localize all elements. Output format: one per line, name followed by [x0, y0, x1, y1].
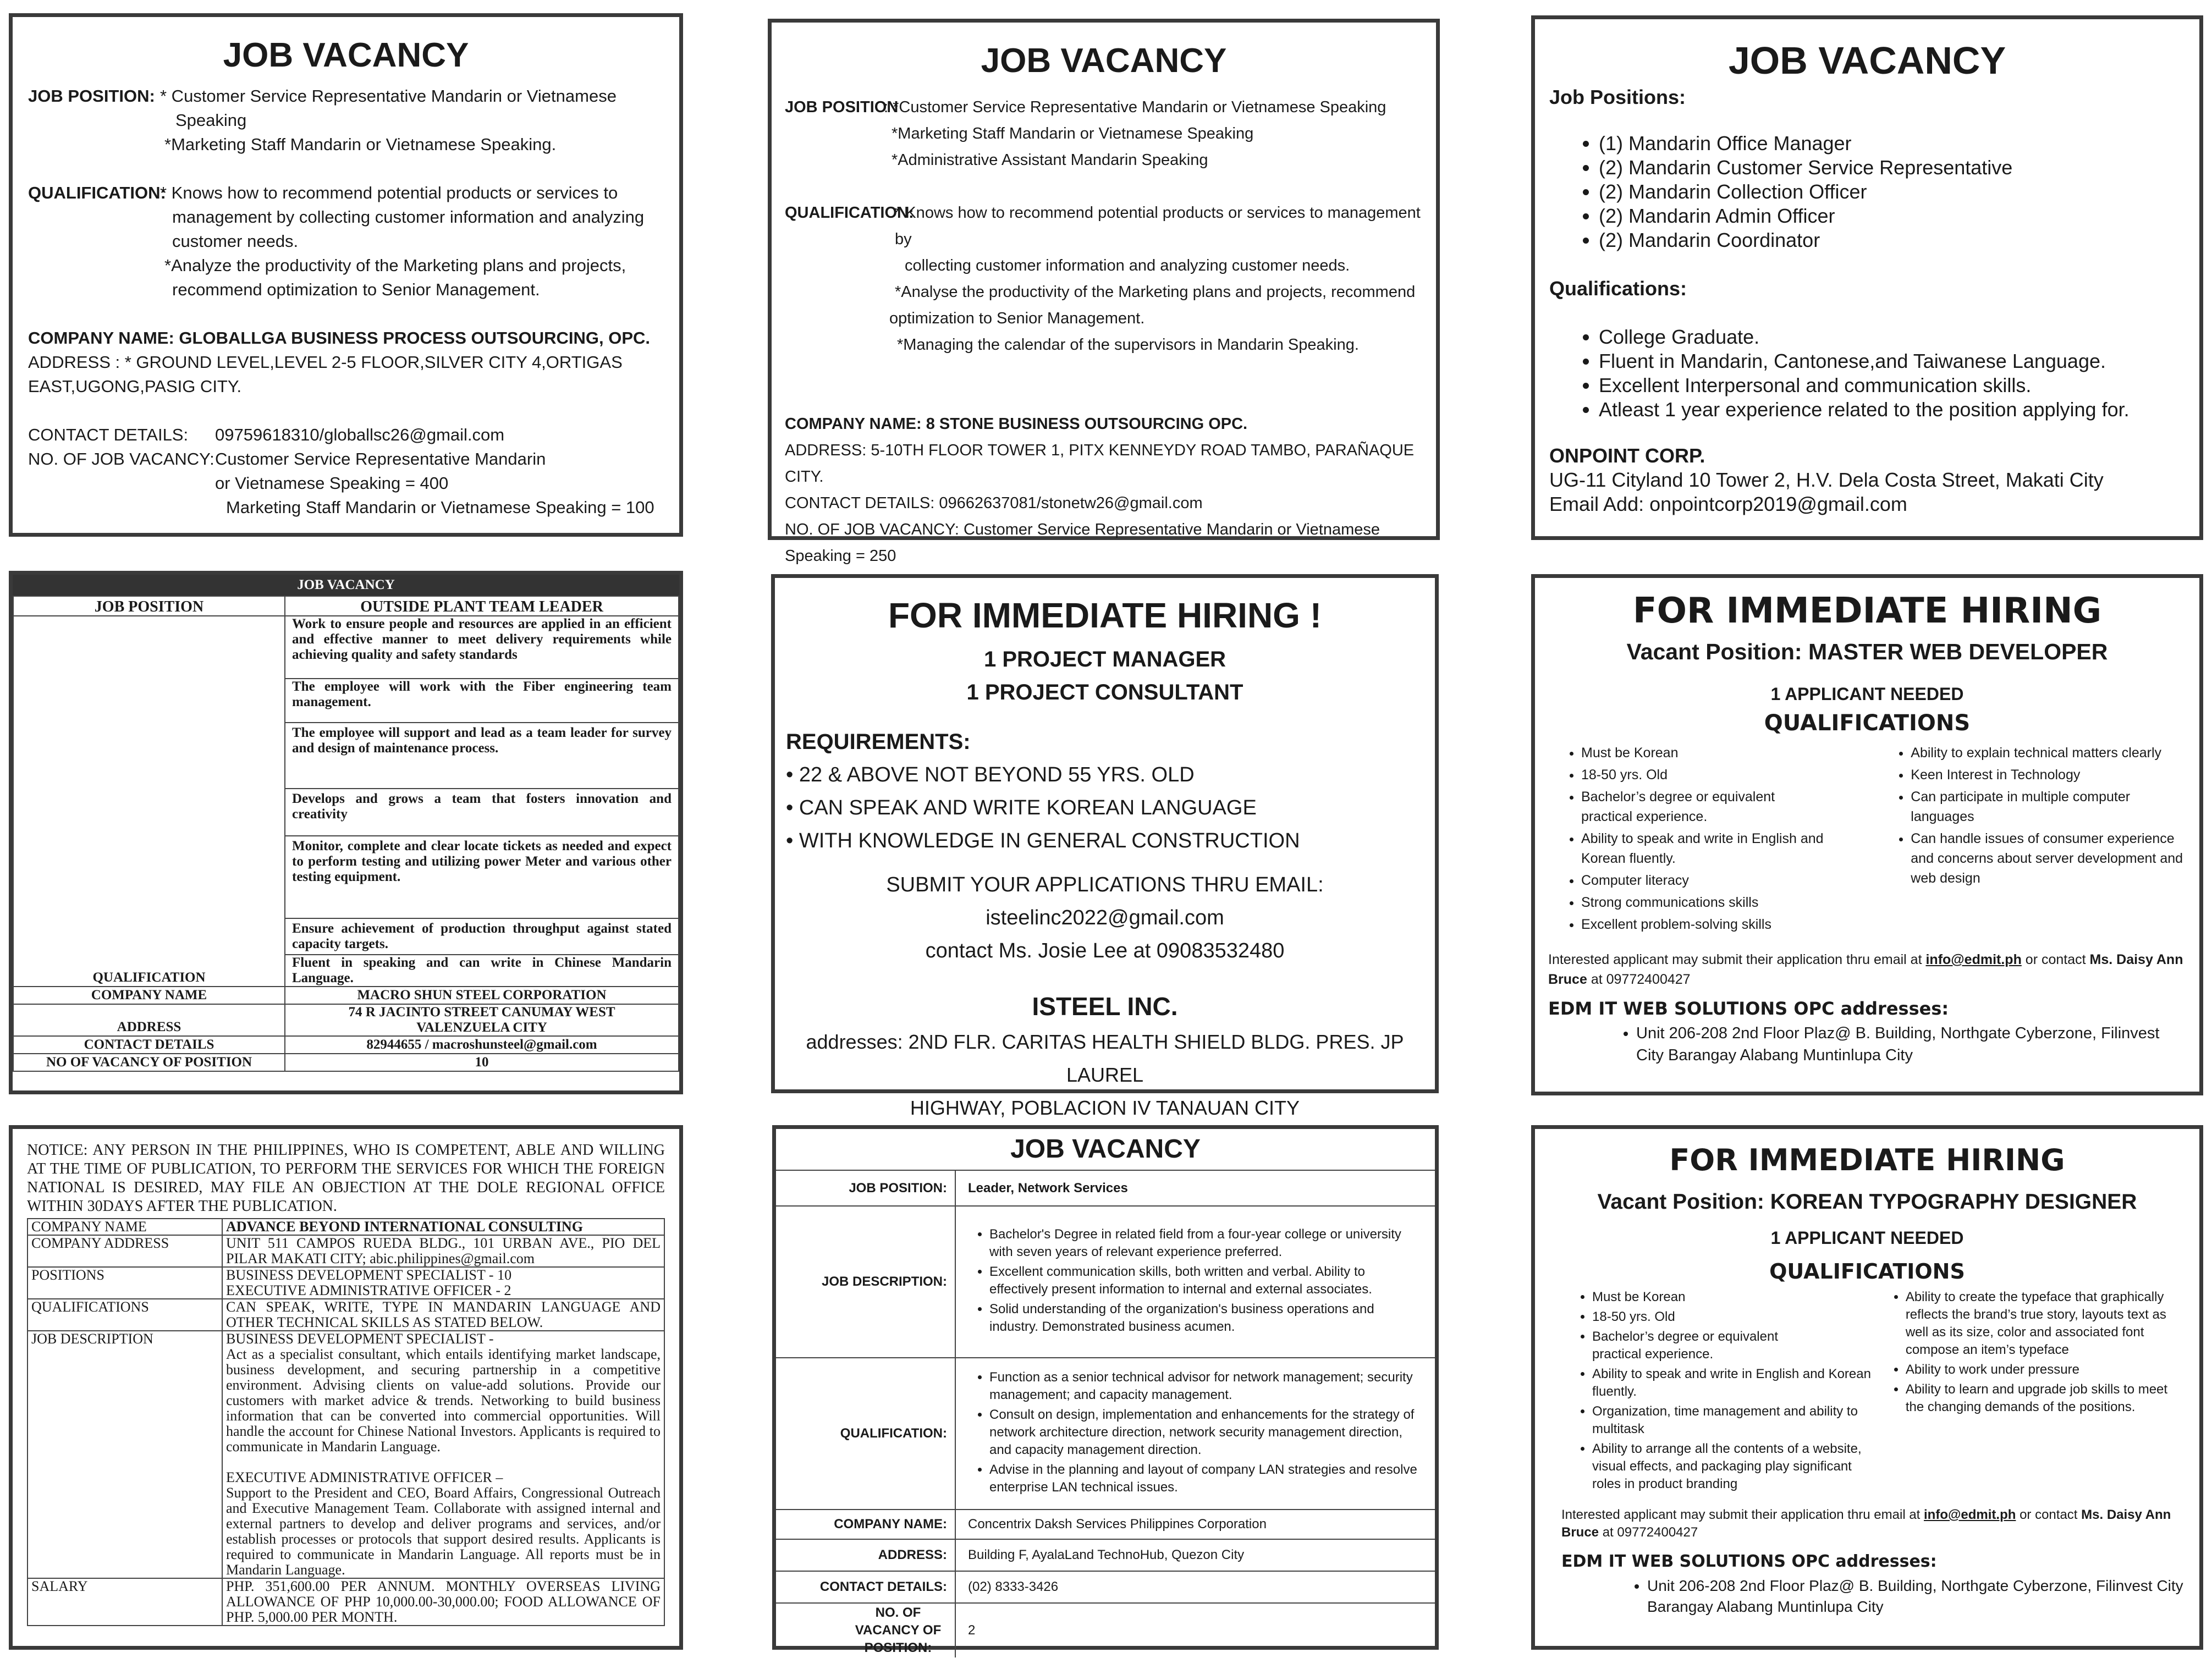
ad-title-bar — [13, 575, 679, 596]
contact-label: CONTACT DETAILS: — [28, 425, 189, 444]
company-address-cont: EAST,UGONG,PASIG CITY. — [28, 377, 242, 396]
address-list — [1548, 1576, 2186, 1617]
position-1: 1 PROJECT MANAGER — [983, 647, 1226, 671]
vacancy-value: 10 — [285, 1054, 679, 1071]
qualification-item: Monitor, complete and clear locate tickets as needed and expect to perform testing and utilizing power Meter and various other testing equipment. — [285, 836, 679, 918]
qualification-item: • Can participate in multiple computer languages — [1911, 787, 2186, 827]
ad-title: JOB VACANCY — [297, 577, 395, 592]
apply-text: Interested applicant may submit their application thru email at — [1561, 1507, 1921, 1522]
apply-email-link[interactable]: info@edmit.ph — [1924, 1507, 2016, 1522]
qualification-item: • Bachelor’s degree or equivalent practical experience. — [1581, 787, 1878, 827]
description-item: • Excellent communication skills, both written and verbal. Ability to effectively present information to internal and external associates. — [989, 1263, 1423, 1298]
contact-details: CONTACT DETAILS: 09662637081/stonetw26@gmail.com — [785, 494, 1203, 512]
requirement-item: • 22 & ABOVE NOT BEYOND 55 YRS. OLD — [786, 763, 1195, 786]
ad-isteel — [771, 574, 1439, 1119]
qualifications-list — [1549, 325, 2185, 422]
company-address: ADDRESS: 5-10TH FLOOR TOWER 1, PITX KENNEYDY ROAD TAMBO, PARAÑAQUE CITY. — [785, 442, 1415, 486]
qualification-line: *Managing the calendar of the supervisors in Mandarin Speaking. — [897, 336, 1359, 354]
qualification-line: *Analyze the productivity of the Marketing plans and projects, — [164, 256, 626, 275]
vacancy-label: NO OF VACANCY OF POSITION — [13, 1054, 285, 1071]
qualification-line: management by collecting customer information and analyzing — [172, 207, 645, 227]
ad-macro-shun — [9, 571, 683, 1094]
vacancy-label: NO. OF VACANCY OF POSITION: — [776, 1603, 955, 1657]
address-list — [1548, 1022, 2186, 1066]
qualification-item: • Function as a senior technical advisor for network management; security management; and capacity management. — [989, 1369, 1423, 1404]
row-value: CAN SPEAK, WRITE, TYPE IN MANDARIN LANGUAGE AND OTHER TECHNICAL SKILLS AS STATED BELOW. — [222, 1299, 664, 1331]
qualifications-left — [1548, 1288, 1884, 1495]
qualification-item: • Must be Korean — [1581, 743, 1878, 763]
qualification-item: Work to ensure people and resources are applied in an efficient and effective manner to meet delivery requirements while achieving quality and safety standards — [285, 616, 679, 679]
company-address-cont: HIGHWAY, POBLACION IV TANAUAN CITY — [910, 1097, 1300, 1119]
qualification-item: • Strong communications skills — [1581, 893, 1878, 912]
qualification-item: • Advise in the planning and layout of company LAN strategies and resolve enterprise LAN technical issues. — [989, 1461, 1423, 1496]
company-name: COMPANY NAME: GLOBALLGA BUSINESS PROCESS OUTSOURCING, OPC. — [28, 328, 651, 348]
position-2: 1 PROJECT CONSULTANT — [966, 680, 1243, 704]
address-label: ADDRESS — [13, 1004, 285, 1036]
description-item: • Bachelor's Degree in related field from a four-year college or university with seven years of relevant experience preferred. — [989, 1226, 1423, 1261]
job-description-list — [956, 1226, 1434, 1336]
row-value: BUSINESS DEVELOPMENT SPECIALIST - Act as a specialist consultant, which entails identifying market landscape, business development, and securing partnership in a competitive environment. Advising clients on value-add solutions. Provide our customers with market advice & trends. Networking to build business information that can be converted into commercial opportunities. Will handle the account for Chinese National Investors. Applicants is required to communicate in Mandarin Language. EXECUTIVE ADMINISTRATIVE OFFICER – Support to the President and CEO, Board Affairs, Congressional Outreach and Executive Management Team. Collaborate with assigned internal and external partners to develop and deliver programs and services, and/or establish processes or protocols that support desired results. Applicants is required to communicate in Mandarin Language. All reports must be in Mandarin Language. — [222, 1331, 664, 1578]
company-address: UG-11 Cityland 10 Tower 2, H.V. Dela Costa Street, Makati City — [1549, 469, 2104, 491]
qualification-item: • Ability to speak and write in English and Korean fluently. — [1592, 1365, 1884, 1401]
apply-text: Interested applicant may submit their application thru email at — [1548, 952, 1922, 967]
qualification-item: • Ability to speak and write in English and Korean fluently. — [1581, 829, 1878, 868]
row-label: POSITIONS — [27, 1267, 222, 1299]
vacant-position: Vacant Position: KOREAN TYPOGRAPHY DESIGNER — [1597, 1190, 2137, 1214]
vacancy-line: Marketing Staff Mandarin or Vietnamese Speaking = 100 — [226, 498, 654, 517]
company-address: addresses: 2ND FLR. CARITAS HEALTH SHIELD BLDG. PRES. JP LAUREL — [806, 1031, 1404, 1086]
contact-value: (02) 8333-3426 — [955, 1571, 1435, 1603]
vacancy-value: 2 — [955, 1603, 1435, 1657]
position-item: • (2) Mandarin Coordinator — [1599, 228, 2185, 252]
address-item: • Unit 206-208 2nd Floor Plaz@ B. Building, Northgate Cyberzone, Filinvest City Barangay Alabang Muntinlupa City — [1636, 1022, 2186, 1066]
contact-value: 82944655 / macroshunsteel@gmail.com — [285, 1036, 679, 1054]
requirement-text: WITH KNOWLEDGE IN GENERAL CONSTRUCTION — [799, 829, 1300, 852]
qualifications-left — [1548, 743, 1878, 937]
job-position-value: Leader, Network Services — [955, 1171, 1435, 1206]
qualification-item: Develops and grows a team that fosters innovation and creativity — [285, 789, 679, 836]
contact-line: contact Ms. Josie Lee at 09083532480 — [925, 939, 1285, 962]
submit-line: SUBMIT YOUR APPLICATIONS THRU EMAIL: isteelinc2022@gmail.com — [886, 873, 1324, 929]
row-label: SALARY — [27, 1578, 222, 1626]
qualification-item: • Can handle issues of consumer experience and concerns about server development and web design — [1911, 829, 2186, 888]
vacancy-list — [215, 447, 546, 495]
ad-title: JOB VACANCY — [776, 1129, 1435, 1171]
contact-name: Ms. Daisy Ann Bruce — [1561, 1507, 2171, 1540]
qualification-value — [955, 1358, 1435, 1510]
qualification-list — [160, 181, 644, 302]
qualification-item: • Ability to explain technical matters clearly — [1911, 743, 2186, 763]
qualification-item: • Must be Korean — [1592, 1288, 1884, 1306]
job-description-value — [955, 1206, 1435, 1358]
qualification-line: * Knows how to recommend potential products or services to — [160, 183, 618, 202]
company-name: COMPANY NAME: 8 STONE BUSINESS OUTSOURCING OPC. — [785, 415, 1248, 433]
contact-value: 09759618310/globallsc26@gmail.com — [215, 425, 505, 444]
qualification-item: Fluent in speaking and can write in Chinese Mandarin Language. — [285, 955, 679, 987]
ad-onpoint — [1531, 15, 2203, 540]
job-position-section — [28, 84, 664, 157]
qualification-item: • Consult on design, implementation and enhancements for the strategy of network architecture direction, network security management direction, and capacity management direction. — [989, 1406, 1423, 1459]
requirements-list — [786, 758, 1424, 857]
job-table — [776, 1171, 1435, 1657]
qualifications-label: Qualifications: — [1549, 277, 1687, 300]
company-value: MACRO SHUN STEEL CORPORATION — [285, 987, 679, 1004]
vacancy-line: NO. OF JOB VACANCY: Customer Service Representative Mandarin or Vietnamese Speaking = 250 — [785, 521, 1380, 565]
ad-title: FOR IMMEDIATE HIRING — [1669, 1143, 2065, 1177]
qualification-line: * Knows how to recommend potential products or services to management by — [895, 204, 1421, 248]
vacancy-label: NO. OF JOB VACANCY: — [28, 449, 214, 469]
qualification-item: • Ability to create the typeface that graphically reflects the brand’s true story, layouts text as well as its size, color and associated font compose an item’s typeface — [1906, 1288, 2186, 1359]
job-table — [13, 596, 679, 1072]
address-item: • Unit 206-208 2nd Floor Plaz@ B. Building, Northgate Cyberzone, Filinvest City Barangay Alabang Muntinlupa City — [1647, 1576, 2186, 1617]
position-item: • (2) Mandarin Customer Service Representative — [1599, 156, 2185, 180]
qualification-line: customer needs. — [172, 232, 299, 251]
qualification-section — [785, 200, 1423, 305]
job-positions-list — [1549, 131, 2185, 252]
qualification-item: • Ability to work under pressure — [1906, 1361, 2186, 1379]
ad-concentrix — [772, 1125, 1439, 1655]
position-item: • (2) Mandarin Collection Officer — [1599, 180, 2185, 204]
qualification-item: The employee will support and lead as a team leader for survey and design of maintenance process. — [285, 723, 679, 789]
job-position-label: JOB POSITION — [13, 596, 285, 616]
row-value: BUSINESS DEVELOPMENT SPECIALIST - 10 EXECUTIVE ADMINISTRATIVE OFFICER - 2 — [222, 1267, 664, 1299]
company-label: COMPANY NAME: — [776, 1510, 955, 1539]
qualification-item: • Ability to learn and upgrade job skills to meet the changing demands of the positions. — [1906, 1381, 2186, 1416]
contact-label: CONTACT DETAILS — [13, 1036, 285, 1054]
vacancy-line: Customer Service Representative Mandarin — [215, 449, 546, 469]
qualification-section — [28, 181, 664, 302]
apply-text: at 09772400427 — [1591, 972, 1691, 987]
qualification-list — [956, 1369, 1434, 1496]
job-positions-label: Job Positions: — [1549, 86, 1686, 108]
company-name: EDM IT WEB SOLUTIONS OPC addresses: — [1548, 998, 1949, 1019]
row-label: COMPANY NAME — [27, 1219, 222, 1235]
qualification-item: • Ability to arrange all the contents of a website, visual effects, and packaging play significant roles in product branding — [1592, 1440, 1884, 1493]
qualification-item: • Fluent in Mandarin, Cantonese,and Taiwanese Language. — [1599, 349, 2185, 373]
job-position-section — [785, 94, 1423, 173]
address-value: 74 R JACINTO STREET CANUMAY WEST VALENZUELA CITY — [285, 1004, 679, 1036]
requirement-text: CAN SPEAK AND WRITE KOREAN LANGUAGE — [799, 796, 1257, 819]
ad-title: FOR IMMEDIATE HIRING ! — [888, 596, 1322, 635]
application-note — [1548, 1506, 2186, 1541]
qualifications-right — [1878, 743, 2186, 937]
qualification-item: • Computer literacy — [1581, 871, 1878, 890]
position-line: *Marketing Staff Mandarin or Vietnamese Speaking — [892, 125, 1254, 142]
ad-title: JOB VACANCY — [223, 36, 469, 74]
qualification-item: The employee will work with the Fiber engineering team management. — [285, 679, 679, 723]
qualification-item: • Excellent problem-solving skills — [1581, 915, 1878, 934]
job-position-label: JOB POSITION — [785, 98, 899, 116]
description-item: • Solid understanding of the organization's business operations and industry. Demonstrated business acumen. — [989, 1301, 1423, 1336]
applicants-needed: 1 APPLICANT NEEDED — [1770, 1228, 1964, 1248]
qualifications-label: QUALIFICATIONS — [1769, 1259, 1965, 1284]
contact-label: CONTACT DETAILS: — [776, 1571, 955, 1603]
job-position-list — [160, 84, 617, 157]
company-name: ONPOINT CORP. — [1549, 444, 1705, 467]
qualifications-label: QUALIFICATIONS — [1764, 710, 1971, 736]
qualification-item: • 18-50 yrs. Old — [1592, 1308, 1884, 1326]
ad-edm-web-developer — [1531, 574, 2203, 1095]
details-table — [27, 1218, 665, 1626]
position-line: *Marketing Staff Mandarin or Vietnamese Speaking. — [164, 135, 557, 154]
vacancy-line: or Vietnamese Speaking = 400 — [215, 473, 449, 493]
company-value: Concentrix Daksh Services Philippines Corporation — [955, 1510, 1435, 1539]
job-position-label: JOB POSITION: — [776, 1171, 955, 1206]
position-line: * Customer Service Representative Mandarin or Vietnamese — [160, 86, 617, 106]
row-label: JOB DESCRIPTION — [27, 1331, 222, 1578]
row-value: UNIT 511 CAMPOS RUEDA BLDG., 101 URBAN AVE., PIO DEL PILAR MAKATI CITY; abic.philippines@gmail.com — [222, 1235, 664, 1267]
qualification-item: • Bachelor’s degree or equivalent practical experience. — [1592, 1328, 1884, 1363]
qualification-item: Ensure achievement of production throughput against stated capacity targets. — [285, 918, 679, 955]
requirement-text: 22 & ABOVE NOT BEYOND 55 YRS. OLD — [799, 763, 1195, 786]
ad-title: JOB VACANCY — [1728, 39, 2006, 82]
job-description-label: JOB DESCRIPTION: — [776, 1206, 955, 1358]
apply-text: or contact — [2025, 952, 2086, 967]
qualification-item: • College Graduate. — [1599, 325, 2185, 349]
qualification-list — [895, 200, 1423, 305]
qualification-item: • Atleast 1 year experience related to the position applying for. — [1599, 398, 2185, 422]
qualification-label: QUALIFICATION: — [28, 183, 166, 202]
position-line: *Administrative Assistant Mandarin Speaking — [892, 151, 1208, 169]
qualifications-columns — [1548, 1288, 2186, 1495]
row-value: PHP. 351,600.00 PER ANNUM. MONTHLY OVERSEAS LIVING ALLOWANCE OF PHP 10,000.00-30,000.00; FOOD ALLOWANCE OF PHP. 5,000.00 PER MONTH. — [222, 1578, 664, 1626]
notice-text: NOTICE: ANY PERSON IN THE PHILIPPINES, WHO IS COMPETENT, ABLE AND WILLING AT THE TIME OF PUBLICATION, TO PERFORM THE SERVICES FOR WHICH THE FOREIGN NATIONAL IS DESIRED, MAY FILE AN OBJECTION AT THE DOLE REGIONAL OFFICE WITHIN 30DAYS AFTER THE PUBLICATION. — [27, 1142, 665, 1215]
position-item: • (2) Mandarin Admin Officer — [1599, 204, 2185, 228]
qualification-item: • Keen Interest in Technology — [1911, 765, 2186, 785]
qualification-item: • Organization, time management and ability to multitask — [1592, 1403, 1884, 1438]
company-name: ISTEEL INC. — [1032, 992, 1178, 1021]
ad-edm-typography — [1531, 1125, 2203, 1650]
apply-email-link[interactable]: info@edmit.ph — [1925, 952, 2022, 967]
address-value: Building F, AyalaLand TechnoHub, Quezon City — [955, 1539, 1435, 1571]
apply-text: at 09772400427 — [1602, 1525, 1698, 1540]
qualification-line: optimization to Senior Management. — [889, 310, 1145, 327]
row-label: COMPANY ADDRESS — [27, 1235, 222, 1267]
ad-title: FOR IMMEDIATE HIRING — [1632, 591, 2102, 631]
requirement-item: • WITH KNOWLEDGE IN GENERAL CONSTRUCTION — [786, 829, 1300, 852]
address-label: ADDRESS: — [776, 1539, 955, 1571]
row-label: QUALIFICATIONS — [27, 1299, 222, 1331]
job-position-label: JOB POSITION: — [28, 86, 155, 106]
qualification-line: *Analyse the productivity of the Marketing plans and projects, recommend — [895, 283, 1416, 301]
position-line: Speaking — [175, 111, 247, 130]
qualification-line: recommend optimization to Senior Management. — [172, 280, 540, 299]
qualification-label: QUALIFICATION: — [785, 204, 914, 222]
apply-text: or contact — [2020, 1507, 2078, 1522]
ad-8-stone — [768, 19, 1440, 565]
company-label: COMPANY NAME — [13, 987, 285, 1004]
qualification-label: QUALIFICATION — [13, 616, 285, 987]
vacancy-row — [28, 447, 664, 495]
ad-title: JOB VACANCY — [981, 42, 1227, 80]
qualification-label: QUALIFICATION: — [776, 1358, 955, 1510]
position-line: : *Customer Service Representative Mandarin or Vietnamese Speaking — [884, 98, 1386, 116]
qualification-item: • Excellent Interpersonal and communication skills. — [1599, 373, 2185, 398]
qualifications-columns — [1548, 743, 2186, 937]
job-position-value: OUTSIDE PLANT TEAM LEADER — [285, 596, 679, 616]
position-item: • (1) Mandarin Office Manager — [1599, 131, 2185, 156]
requirements-label: REQUIREMENTS: — [786, 730, 971, 754]
qualification-line: collecting customer information and analyzing customer needs. — [905, 257, 1350, 274]
vacant-position: Vacant Position: MASTER WEB DEVELOPER — [1626, 639, 2108, 664]
qualifications-right — [1884, 1288, 2186, 1495]
company-email: Email Add: onpointcorp2019@gmail.com — [1549, 493, 1907, 515]
contact-name: Ms. Daisy Ann Bruce — [1548, 952, 2183, 987]
ad-advance-beyond — [9, 1125, 683, 1650]
qualification-item: • 18-50 yrs. Old — [1581, 765, 1878, 785]
contact-row — [28, 423, 664, 447]
application-note — [1548, 950, 2186, 989]
ad-globallga — [9, 13, 683, 537]
job-position-list — [884, 94, 1386, 173]
row-value: ADVANCE BEYOND INTERNATIONAL CONSULTING — [222, 1219, 664, 1235]
requirement-item: • CAN SPEAK AND WRITE KOREAN LANGUAGE — [786, 796, 1257, 819]
company-name: EDM IT WEB SOLUTIONS OPC addresses: — [1561, 1552, 1937, 1571]
company-address: ADDRESS : * GROUND LEVEL,LEVEL 2-5 FLOOR,SILVER CITY 4,ORTIGAS — [28, 352, 623, 372]
applicants-needed: 1 APPLICANT NEEDED — [1770, 684, 1964, 704]
